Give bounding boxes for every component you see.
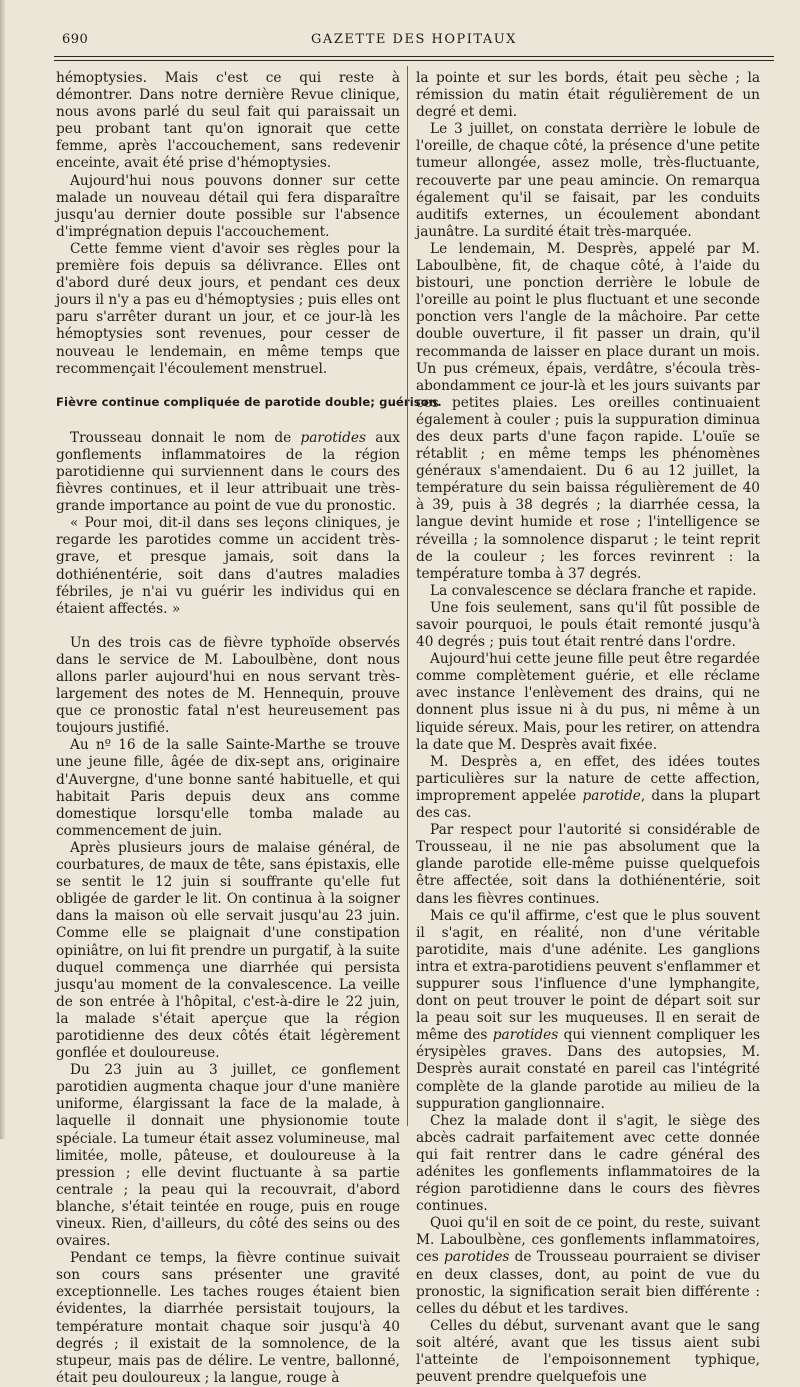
section-title: Fièvre continue compliquée de parotide double; guérison. <box>56 394 442 409</box>
paragraph: Aujourd'hui nous pouvons donner sur cette malade un nouveau détail qui fera disparaître jusqu'au dernier doute possible sur l'absence d'imprégnation depuis l'accouchement. <box>56 172 400 240</box>
paragraph <box>416 908 760 1113</box>
text-run: qui viennent compliquer les érysipèles graves. Dans des autopsies, M. Desprès aurait constaté en pareil cas l'intégrité complète de la glande parotide au milieu de la suppuration ganglionnaire. <box>416 1027 761 1112</box>
italic-term: parotides <box>443 1249 510 1266</box>
paragraph: Aujourd'hui cette jeune fille peut être regardée comme complètement guérie, et elle réclame avec instance l'enlèvement des drains, qui ne donnent plus issue ni à du pus, ni même à un liquide séreux. Mais, pour les retirer, on attendra la date que M. Desprès avait fixée. <box>416 651 760 753</box>
text-run: Trousseau donnait le nom de <box>70 429 301 446</box>
paragraph: Une fois seulement, sans qu'il fût possible de savoir pourquoi, le pouls était remonté jusqu'à 40 degrés ; puis tout était rentré dans l'ordre. <box>416 599 760 651</box>
paragraph: hémoptysies. Mais c'est ce qui reste à démontrer. Dans notre dernière Revue clinique, nous avons parlé du seul fait qui paraissait un peu probant tant qu'on ignorait que cette femme, après l'accouchement, sans redevenir enceinte, avait été prise d'hémoptysies. <box>56 70 400 172</box>
page-header <box>54 30 774 52</box>
left-column <box>56 70 442 1387</box>
italic-term: parotides <box>300 429 366 446</box>
italic-term: parotides <box>492 1027 559 1044</box>
text-run: de Trousseau pourraient se diviser en deux classes, dont, au point de vue du pronostic, la signification serait bien différente : celles du début et les tardives. <box>416 1249 760 1317</box>
column-divider <box>407 66 408 1126</box>
paragraph: Pendant ce temps, la fièvre continue suivait son cours sans présenter une gravité exceptionnelle. Les taches rouges étaient bien évidentes, la diarrhée persistait toujours, la température montait chaque soir jusqu'à 40 degrés ; il existait de la somnolence, de la stupeur, mais pas de délire. Le ventre, ballonné, était peu douloureux ; la langue, rouge à <box>56 1250 400 1386</box>
text-run: Mais ce qu'il affirme, c'est que le plus souvent il s'agit, en réalité, non d'une véritable parotidite, mais d'une adénite. Les ganglions intra et extra-parotidiens peuvent s'enflammer et suppurer sous l'influence d'une lymphangite, dont on peut trouver le point de départ soit sur la peau soit sur les muqueuses. Il en serait de même des <box>416 907 760 1044</box>
paragraph: Cette femme vient d'avoir ses règles pour la première fois depuis sa délivrance. Elles ont d'abord duré deux jours, et pendant ces deux jours il n'y a pas eu d'hémoptysies ; puis elles ont paru s'arrêter durant un jour, et ce jour-là les hémoptysies sont revenues, pour cesser de nouveau le lendemain, en même temps que recommençait l'écoulement menstruel. <box>56 240 400 377</box>
paragraph: Par respect pour l'autorité si considérable de Trousseau, il ne nie pas absolument que la glande parotide elle-même puisse quelquefois être affectée, soit dans la dothiénentérie, soit dans les fièvres continues. <box>416 822 760 907</box>
italic-term: parotide <box>582 787 641 804</box>
paragraph: Après plusieurs jours de malaise général, de courbatures, de maux de tête, sans épistaxis, elle se sentit le 12 juin si souffrante qu'elle fut obligée de garder le lit. On continua à la soigner dans la maison où elle servait jusqu'au 23 juin. Comme elle se plaignait d'une constipation opiniâtre, on lui fit prendre un purgatif, à la suite duquel commença une diarrhée qui persista jusqu'au moment de la convalescence. La veille de son entrée à l'hôpital, c'est-à-dire le 22 juin, la malade s'était aperçue que la région parotidienne des deux côtés était légèrement gonflée et douloureuse. <box>56 839 400 1062</box>
page-binding-shadow <box>0 0 6 1139</box>
header-rule-thick <box>54 56 774 57</box>
paragraph: Un des trois cas de fièvre typhoïde observés dans le service de M. Laboulbène, dont nous allons parler aujourd'hui en nous servant très-largement des notes de M. Hennequin, prouve que ce pronostic fatal n'est heureusement pas toujours justifié. <box>56 634 400 737</box>
paragraph: Celles du début, survenant avant que le sang soit altéré, avant que les tissus aient subi l'atteinte de l'empoisonnement typhique, peuvent prendre quelquefois une <box>416 1317 760 1386</box>
header-rule-thin <box>54 60 774 61</box>
text-run: Quoi qu'il en soit de ce point, du reste, suivant M. Laboulbène, ces gonflements inflammatoires, ces <box>416 1215 760 1266</box>
paragraph-gap <box>56 618 400 635</box>
journal-title: GAZETTE DES HOPITAUX <box>311 32 517 47</box>
paragraph: Le 3 juillet, on constata derrière le lobule de l'oreille, de chaque côté, la présence d'une petite tumeur allongée, assez molle, très-fluctuante, recouverte par une peau amincie. On remarqua également qu'il se faisait, par les conduits auditifs externes, un écoulement abondant jaunâtre. La surdité était très-marquée. <box>416 121 760 240</box>
paragraph: Du 23 juin au 3 juillet, ce gonflement parotidien augmenta chaque jour d'une manière uniforme, élargissant la face de la malade, à laquelle il donnait une physionomie toute spéciale. La tumeur était assez volumineuse, mal limitée, molle, pâteuse, et douloureuse à la pression ; elle devint fluctuante à sa partie centrale ; la peau qui la recouvrait, d'abord blanche, s'était teintée en rouge, puis en rouge vineux. Rien, d'ailleurs, du côté des seins ou des ovaires. <box>56 1062 400 1250</box>
paragraph <box>416 1215 760 1318</box>
page-number: 690 <box>62 32 89 47</box>
paragraph <box>416 754 760 822</box>
paragraph: la pointe et sur les bords, était peu sèche ; la rémission du matin était régulièrement de un degré et demi. <box>416 70 760 121</box>
paragraph: « Pour moi, dit-il dans ses leçons cliniques, je regarde les parotides comme un accident très-grave, et presque jamais, soit dans la dothiénentérie, soit dans d'autres maladies fébriles, je n'ai vu guérir les individus qui en étaient affectés. » <box>56 515 400 617</box>
paragraph: Au nº 16 de la salle Sainte-Marthe se trouve une jeune fille, âgée de dix-sept ans, originaire d'Auvergne, d'une bonne santé habituelle, et qui habitait Paris depuis deux ans comme domestique lorsqu'elle tomba malade au commencement de juin. <box>56 737 400 839</box>
paragraph: La convalescence se déclara franche et rapide. <box>430 582 757 599</box>
paragraph: Le lendemain, M. Desprès, appelé par M. Laboulbène, fit, de chaque côté, à l'aide du bistouri, une ponction derrière le lobule de l'oreille au point le plus fluctuant et une seconde ponction vers l'angle de la mâchoire. Par cette double ouverture, il fit passer un drain, qu'il recommanda de laisser en place durant un mois. Un pus crémeux, épais, verdâtre, s'écoula très-abondamment ce jour-là et les jours suivants par ces petites plaies. Les oreilles continuaient également à couler ; puis la suppuration diminua des deux parts d'une façon rapide. L'ouïe se rétablit ; en même temps les phénomènes généraux s'amendaient. Du 6 au 12 juillet, la température du sein baissa régulièrement de 40 à 39, puis à 38 degrés ; la diarrhée cessa, la langue devint humide et rose ; l'intelligence se réveilla ; la somnolence disparut ; le teint reprit de la couleur ; les forces revinrent : la température tomba à 37 degrés. <box>416 240 760 582</box>
paragraph <box>56 430 400 515</box>
text-run: M. Desprès a, en effet, des idées toutes particulières sur la nature de cette affection, improprement appelée <box>416 753 760 804</box>
text-run: , dans la plupart des cas. <box>416 787 760 822</box>
right-column <box>416 70 760 1386</box>
paragraph: Chez la malade dont il s'agit, le siège des abcès cadrait parfaitement avec cette donnée qui fait rentrer dans le cadre général des adénites les gonflements inflammatoires de la région parotidienne dans le cours des fièvres continues. <box>416 1112 760 1215</box>
text-run: aux gonflements inflammatoires de la région parotidienne qui surviennent dans le cours des fièvres continues, et il leur attribuait une très-grande importance au point de vue du pronostic. <box>56 429 400 515</box>
